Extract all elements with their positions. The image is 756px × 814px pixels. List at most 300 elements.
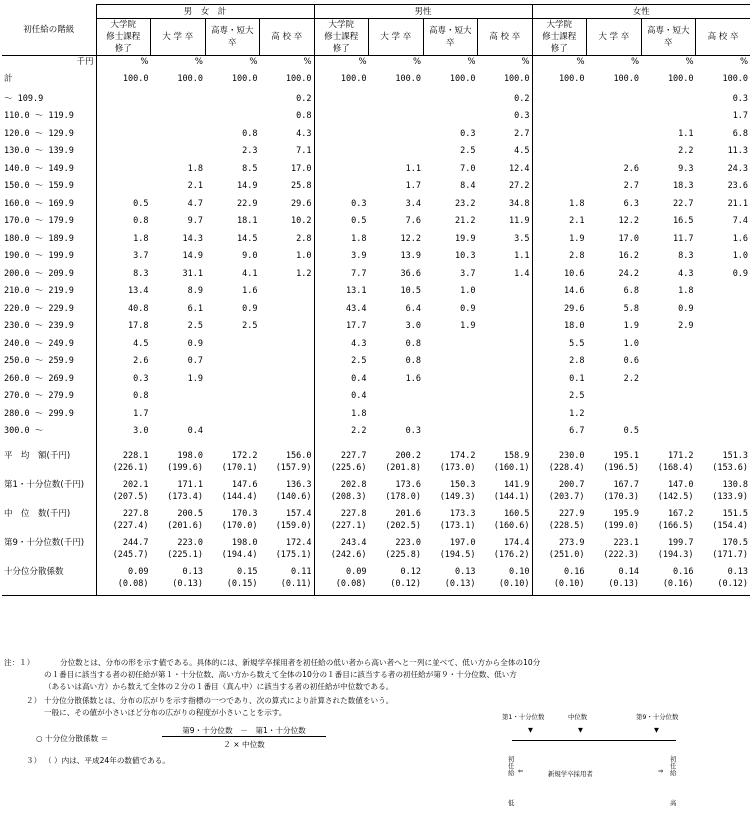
- table-row: [2, 248, 750, 266]
- cell-value: 1.8: [187, 163, 203, 174]
- cell-value: (225.8): [385, 550, 422, 560]
- cell-value: 0.13: [727, 567, 749, 577]
- note2-line1: 十分位分散係数とは、分布の広がりを示す指標の一つであり、次の算式により計算された数値をいう。: [44, 696, 394, 705]
- cell-value: 9.7: [187, 216, 203, 227]
- row-label: 120.0 ～ 129.9: [2, 125, 96, 143]
- cell-value: 2.5: [351, 356, 367, 367]
- cell-value: 0.16: [673, 567, 694, 577]
- col-header: 高専・短大卒: [641, 19, 696, 56]
- cell-value: 0.5: [133, 198, 149, 209]
- formula-denominator: ２ × 中位数: [223, 740, 265, 749]
- table-row: [2, 178, 750, 196]
- cell-value: (133.9): [712, 492, 749, 502]
- cell-value: 3.4: [405, 198, 422, 209]
- cell-value: (199.0): [603, 521, 640, 531]
- cell-value: 1.8: [351, 233, 367, 244]
- cell-value: (178.0): [385, 492, 422, 502]
- diagram-right-top: 初任給: [670, 755, 677, 777]
- cell-value: 2.7: [478, 125, 533, 143]
- cell-value: 17.0: [260, 160, 315, 178]
- cell-value: 1.1: [478, 248, 533, 266]
- cell-value: (228.4): [548, 463, 585, 473]
- cell-value: 14.9: [182, 251, 203, 262]
- cell-value: 6.4: [405, 303, 422, 314]
- cell-value: 170.5: [722, 538, 749, 548]
- col-header: 高専・短大卒: [423, 19, 478, 56]
- cell-value: [205, 388, 260, 406]
- cell-value: 1.0: [732, 251, 749, 262]
- cell-value: (173.0): [439, 463, 476, 473]
- cell-value: (0.11): [260, 578, 315, 590]
- cell-value: 2.8: [569, 251, 585, 262]
- unit-pct: %: [249, 57, 258, 67]
- cell-value: 0.3: [460, 128, 476, 139]
- cell-value: 243.4: [340, 538, 367, 548]
- cell-value: [260, 388, 315, 406]
- row-label: 180.0 ～ 189.9: [2, 230, 96, 248]
- cell-value: [696, 335, 751, 353]
- cell-value: (201.6): [167, 521, 203, 531]
- row-label: [2, 578, 96, 590]
- cell-value: (196.5): [603, 463, 640, 473]
- row-label: 第9・十分位数(千円): [2, 537, 96, 549]
- table-row: [2, 405, 750, 423]
- cell-value: (227.4): [112, 521, 149, 531]
- col-header: 大 学 卒: [151, 19, 206, 56]
- formula-numerator: 第9・十分位数 － 第1・十分位数: [162, 725, 326, 737]
- cell-value: 11.9: [478, 213, 533, 231]
- cell-value: 18.3: [673, 181, 694, 192]
- summary-row: [2, 508, 750, 520]
- cell-value: (170.1): [221, 463, 258, 473]
- cell-value: 0.5: [623, 426, 640, 437]
- cell-value: 2.2: [678, 146, 694, 157]
- cell-value: 100.0: [449, 74, 476, 84]
- cell-value: 6.7: [569, 426, 585, 437]
- stub-header: 初任給の階級: [2, 5, 96, 56]
- cell-value: 202.1: [122, 480, 149, 490]
- cell-value: 0.4: [187, 426, 203, 437]
- table-row: [2, 318, 750, 336]
- table-row: [2, 68, 750, 90]
- cell-value: [205, 370, 260, 388]
- summary-row: [2, 537, 750, 549]
- cell-value: [205, 353, 260, 371]
- cell-value: 273.9: [558, 538, 585, 548]
- cell-value: 2.5: [187, 321, 203, 332]
- cell-value: 7.1: [260, 143, 315, 161]
- cell-value: 0.3: [133, 373, 149, 384]
- cell-value: 0.8: [133, 216, 149, 227]
- cell-value: 0.15: [237, 567, 258, 577]
- cell-value: [696, 300, 751, 318]
- row-label: 150.0 ～ 159.9: [2, 178, 96, 196]
- row-label: 中 位 数(千円): [2, 508, 96, 520]
- cell-value: 1.8: [569, 198, 585, 209]
- unit-pct: %: [412, 57, 422, 67]
- cell-value: 100.0: [177, 74, 203, 84]
- cell-value: 174.2: [449, 451, 476, 461]
- cell-value: 0.5: [351, 216, 367, 227]
- cell-value: 200.2: [395, 451, 422, 461]
- cell-value: 1.8: [351, 408, 367, 419]
- row-label: 140.0 ～ 149.9: [2, 160, 96, 178]
- col-header: 大学院 修士課程 修了: [96, 19, 151, 56]
- cell-value: [205, 335, 260, 353]
- cell-value: 16.2: [618, 251, 640, 262]
- cell-value: [260, 335, 315, 353]
- cell-value: [314, 160, 369, 178]
- cell-value: [478, 388, 533, 406]
- cell-value: 141.9: [478, 479, 533, 491]
- row-label: 230.0 ～ 239.9: [2, 318, 96, 336]
- table-row: [2, 388, 750, 406]
- cell-value: 2.2: [623, 373, 640, 384]
- cell-value: [696, 405, 751, 423]
- table-row: [2, 370, 750, 388]
- col-header: 高 校 卒: [260, 19, 315, 56]
- cell-value: 2.1: [187, 181, 203, 192]
- cell-value: [587, 125, 642, 143]
- cell-value: 12.2: [618, 216, 640, 227]
- cell-value: 150.3: [449, 480, 476, 490]
- row-label: [2, 491, 96, 503]
- cell-value: 8.3: [133, 268, 149, 279]
- col-header: 大学院 修士課程 修了: [314, 19, 369, 56]
- cell-value: 151.5: [722, 509, 749, 519]
- cell-value: 1.2: [260, 265, 315, 283]
- cell-value: 14.6: [564, 286, 585, 297]
- cell-value: [314, 178, 369, 196]
- cell-value: [260, 423, 315, 441]
- cell-value: 2.2: [351, 426, 367, 437]
- row-label: 210.0 ～ 219.9: [2, 283, 96, 301]
- cell-value: 173.3: [449, 509, 476, 519]
- cell-value: [423, 335, 478, 353]
- cell-value: (0.10): [553, 579, 585, 589]
- cell-value: 25.8: [260, 178, 315, 196]
- cell-value: [478, 353, 533, 371]
- cell-value: (194.3): [657, 550, 694, 560]
- cell-value: [478, 335, 533, 353]
- note1-line3: （あるいは高い方）から数えて全体の２分の１番目（真ん中）に該当する者の初任給が中位数である。: [44, 682, 394, 691]
- cell-value: 0.8: [260, 108, 315, 126]
- cell-value: 2.6: [133, 356, 149, 367]
- cell-value: 4.3: [678, 268, 694, 279]
- cell-value: (226.1): [112, 463, 149, 473]
- wage-distribution-table: [2, 4, 750, 596]
- cell-value: [151, 90, 206, 108]
- cell-value: [696, 283, 751, 301]
- cell-value: 12.2: [400, 233, 422, 244]
- cell-value: [532, 143, 587, 161]
- table-row: [2, 195, 750, 213]
- cell-value: 1.7: [732, 111, 749, 122]
- cell-value: [696, 388, 751, 406]
- cell-value: (0.16): [662, 579, 694, 589]
- diagram-center-label: 新規学卒採用者: [548, 770, 593, 778]
- cell-value: 23.6: [727, 181, 749, 192]
- cell-value: 223.0: [177, 538, 203, 548]
- cell-value: [205, 90, 260, 108]
- cell-value: [532, 90, 587, 108]
- cell-value: 12.4: [478, 160, 533, 178]
- cell-value: [369, 405, 424, 423]
- diagram-d1-arrow-icon: ▼: [528, 726, 533, 734]
- cell-value: (176.2): [478, 549, 533, 561]
- cell-value: 3.0: [133, 426, 149, 437]
- cell-value: (142.5): [657, 492, 694, 502]
- cell-value: 6.8: [623, 286, 640, 297]
- diagram-d1-label: 第1・十分位数: [502, 713, 545, 721]
- table-row: [2, 143, 750, 161]
- cell-value: [641, 405, 696, 423]
- summary-row: [2, 479, 750, 491]
- row-label: 260.0 ～ 269.9: [2, 370, 96, 388]
- row-label: [2, 520, 96, 532]
- cell-value: 2.8: [569, 356, 585, 367]
- cell-value: 227.8: [340, 509, 367, 519]
- cell-value: 29.6: [564, 303, 585, 314]
- cell-value: 170.3: [231, 509, 258, 519]
- cell-value: 3.0: [405, 321, 422, 332]
- summary-row: [2, 450, 750, 462]
- cell-value: (140.6): [260, 491, 315, 503]
- cell-value: 100.0: [260, 68, 315, 90]
- cell-value: 200.7: [558, 480, 585, 490]
- cell-value: (227.1): [330, 521, 367, 531]
- cell-value: [587, 388, 642, 406]
- cell-value: 0.09: [128, 567, 149, 577]
- row-label: 300.0 ～: [2, 423, 96, 441]
- cell-value: 10.5: [400, 286, 422, 297]
- row-label: 170.0 ～ 179.9: [2, 213, 96, 231]
- cell-value: 157.4: [260, 508, 315, 520]
- cell-value: 151.3: [722, 451, 749, 461]
- cell-value: 100.0: [722, 74, 749, 84]
- cell-value: 172.2: [231, 451, 258, 461]
- unit-pct: %: [630, 57, 640, 67]
- cell-value: (199.6): [167, 463, 203, 473]
- cell-value: 1.4: [478, 265, 533, 283]
- col-header: 高 校 卒: [478, 19, 533, 56]
- cell-value: (0.13): [172, 579, 203, 589]
- cell-value: 22.7: [673, 198, 694, 209]
- cell-value: (202.5): [385, 521, 422, 531]
- diagram-left-bottom: 低: [508, 799, 515, 807]
- cell-value: [423, 108, 478, 126]
- cell-value: 0.12: [400, 567, 422, 577]
- cell-value: 223.1: [613, 538, 640, 548]
- cell-value: 0.1: [569, 373, 585, 384]
- cell-value: 136.3: [260, 479, 315, 491]
- cell-value: 29.6: [260, 195, 315, 213]
- row-label: [2, 549, 96, 561]
- cell-value: (160.1): [478, 462, 533, 474]
- cell-value: [532, 178, 587, 196]
- cell-value: 1.0: [460, 286, 476, 297]
- row-label: 第1・十分位数(千円): [2, 479, 96, 491]
- cell-value: [587, 108, 642, 126]
- cell-value: 160.5: [478, 508, 533, 520]
- unit-pct: %: [685, 57, 694, 67]
- cell-value: 2.5: [460, 146, 476, 157]
- cell-value: 1.1: [678, 128, 694, 139]
- cell-value: [641, 108, 696, 126]
- unit-row: [2, 56, 750, 69]
- cell-value: [205, 405, 260, 423]
- cell-value: [151, 388, 206, 406]
- cell-value: [314, 125, 369, 143]
- cell-value: (228.5): [548, 521, 585, 531]
- cell-value: [205, 108, 260, 126]
- cell-value: (168.4): [657, 463, 694, 473]
- cell-value: 7.4: [732, 216, 749, 227]
- cell-value: [423, 405, 478, 423]
- cell-value: [478, 370, 533, 388]
- cell-value: [314, 108, 369, 126]
- cell-value: (207.5): [112, 492, 149, 502]
- cell-value: (144.1): [478, 491, 533, 503]
- cell-value: 3.9: [351, 251, 367, 262]
- cell-value: 13.4: [128, 286, 149, 297]
- cell-value: 2.3: [242, 146, 258, 157]
- cell-value: 1.6: [242, 286, 258, 297]
- cell-value: [205, 423, 260, 441]
- cell-value: 18.1: [237, 216, 258, 227]
- row-label: 190.0 ～ 199.9: [2, 248, 96, 266]
- diagram-left-top: 初任給: [508, 755, 515, 777]
- quantile-diagram: [502, 712, 688, 812]
- table-row: [2, 423, 750, 441]
- diagram-axis: [512, 740, 676, 741]
- col-header: 大学院 修士課程 修了: [532, 19, 587, 56]
- note3-line1: （ ）内は、平成24年の数値である。: [44, 756, 170, 765]
- cell-value: (0.08): [117, 579, 149, 589]
- cell-value: (0.12): [717, 579, 749, 589]
- row-label: 130.0 ～ 139.9: [2, 143, 96, 161]
- cell-value: 11.3: [727, 146, 749, 157]
- cell-value: 22.9: [237, 198, 258, 209]
- cell-value: 0.3: [351, 198, 367, 209]
- cell-value: 200.5: [177, 509, 203, 519]
- cell-value: 13.1: [346, 286, 367, 297]
- cell-value: 18.0: [564, 321, 585, 332]
- unit-pct: %: [140, 57, 149, 67]
- cell-value: [478, 283, 533, 301]
- cell-value: 10.2: [260, 213, 315, 231]
- cell-value: [532, 108, 587, 126]
- cell-value: 167.2: [667, 509, 694, 519]
- cell-value: 34.8: [478, 195, 533, 213]
- cell-value: 1.1: [405, 163, 422, 174]
- cell-value: 3.7: [133, 251, 149, 262]
- cell-value: [423, 370, 478, 388]
- cell-value: 1.9: [187, 373, 203, 384]
- cell-value: (166.5): [657, 521, 694, 531]
- table-row: [2, 213, 750, 231]
- cell-value: [478, 405, 533, 423]
- note1-head: 注：１）: [4, 658, 35, 667]
- cell-value: 130.8: [722, 480, 749, 490]
- cell-value: 2.5: [569, 391, 585, 402]
- cell-value: (149.3): [439, 492, 476, 502]
- cell-value: (170.0): [221, 521, 258, 531]
- cell-value: (208.3): [330, 492, 367, 502]
- cell-value: 0.4: [351, 391, 367, 402]
- cell-value: 100.0: [340, 74, 367, 84]
- cell-value: 31.1: [182, 268, 203, 279]
- cell-value: [369, 143, 424, 161]
- cell-value: 0.3: [732, 93, 749, 104]
- cell-value: (173.4): [167, 492, 203, 502]
- cell-value: 2.9: [678, 321, 694, 332]
- cell-value: 198.0: [231, 538, 258, 548]
- row-label: 270.0 ～ 279.9: [2, 388, 96, 406]
- note2-line2: 一般に、その値が小さいほど分布の広がりの程度が小さいことを示す。: [44, 708, 287, 717]
- cell-value: (0.12): [390, 579, 422, 589]
- cell-value: 3.5: [478, 230, 533, 248]
- gap-row: [2, 590, 750, 596]
- row-label: 240.0 ～ 249.9: [2, 335, 96, 353]
- cell-value: [423, 423, 478, 441]
- cell-value: 156.0: [260, 450, 315, 462]
- cell-value: 199.7: [667, 538, 694, 548]
- cell-value: 100.0: [558, 74, 585, 84]
- cell-value: 43.4: [346, 303, 367, 314]
- cell-value: [696, 370, 751, 388]
- cell-value: [423, 353, 478, 371]
- note3-head: ３）: [26, 756, 42, 765]
- cell-value: 0.8: [405, 338, 422, 349]
- cell-value: [478, 300, 533, 318]
- cell-value: 6.8: [732, 128, 749, 139]
- cell-value: 0.16: [564, 567, 585, 577]
- cell-value: 171.2: [667, 451, 694, 461]
- cell-value: 16.5: [673, 216, 694, 227]
- cell-value: [696, 318, 751, 336]
- cell-value: (0.13): [444, 579, 476, 589]
- cell-value: (170.3): [603, 492, 640, 502]
- cell-value: 9.3: [678, 163, 694, 174]
- cell-value: (160.6): [478, 520, 533, 532]
- cell-value: 223.0: [395, 538, 422, 548]
- cell-value: [641, 370, 696, 388]
- cell-value: 195.9: [613, 509, 640, 519]
- cell-value: [423, 388, 478, 406]
- cell-value: (144.4): [221, 492, 258, 502]
- cell-value: (173.1): [439, 521, 476, 531]
- cell-value: [96, 108, 151, 126]
- cell-value: 8.4: [460, 181, 476, 192]
- cell-value: [151, 405, 206, 423]
- cell-value: 6.1: [187, 303, 203, 314]
- cell-value: 2.8: [260, 230, 315, 248]
- table-row: [2, 125, 750, 143]
- group-female-header: 女性: [532, 5, 750, 19]
- cell-value: [641, 353, 696, 371]
- table-row: [2, 300, 750, 318]
- cell-value: [641, 423, 696, 441]
- cell-value: 244.7: [122, 538, 149, 548]
- cell-value: 0.2: [478, 90, 533, 108]
- cell-value: 1.6: [732, 233, 749, 244]
- row-label: ～ 109.9: [2, 90, 96, 108]
- cell-value: 8.5: [242, 163, 258, 174]
- cell-value: 0.9: [187, 338, 203, 349]
- cell-value: (159.0): [260, 520, 315, 532]
- cell-value: 7.7: [351, 268, 367, 279]
